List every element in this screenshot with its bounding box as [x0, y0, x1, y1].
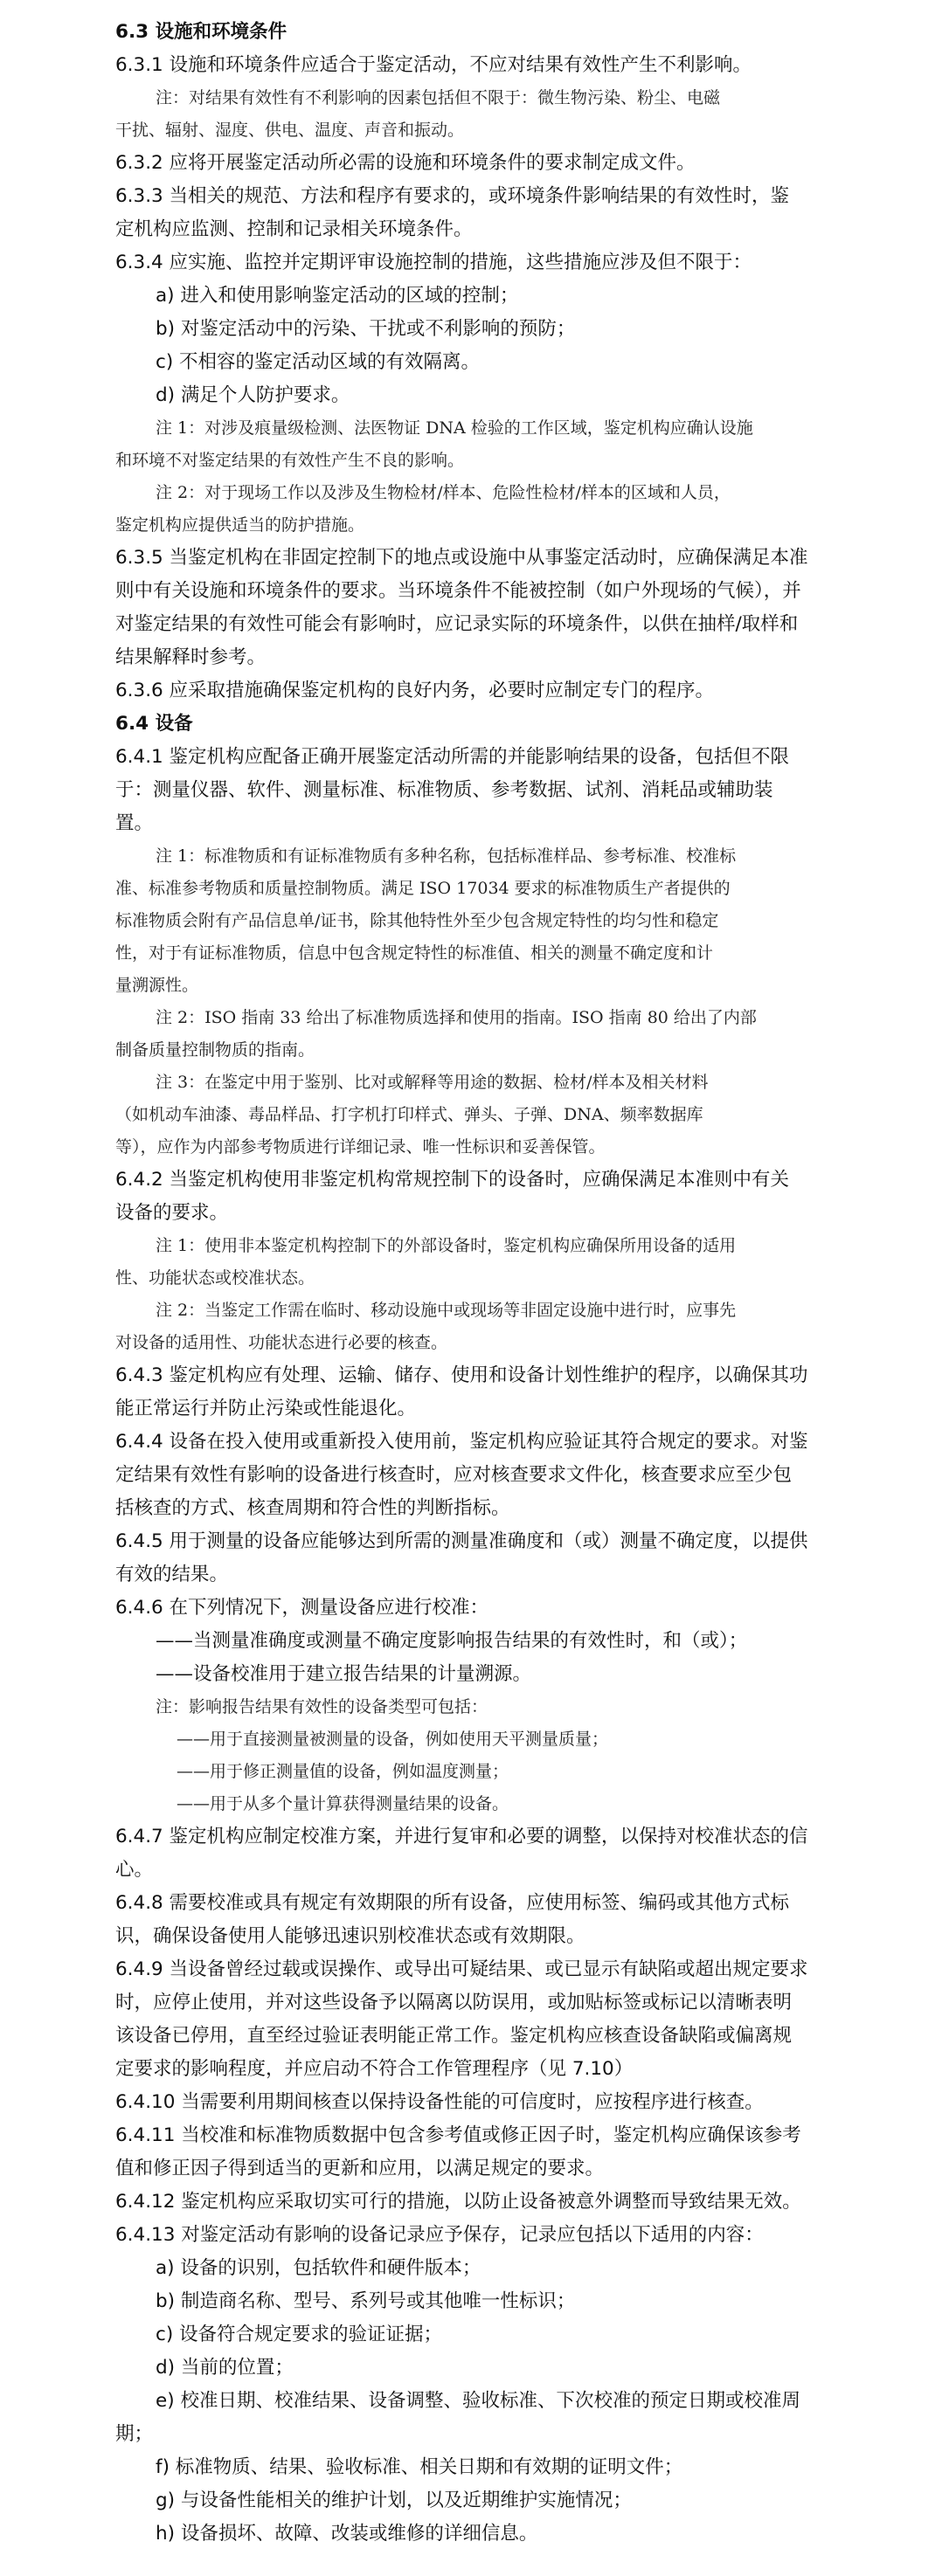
text-line: 则中有关设施和环境条件的要求。当环境条件不能被控制（如户外现场的气候），并	[115, 580, 801, 602]
text-line: 6.4.7 鉴定机构应制定校准方案，并进行复审和必要的调整，以保持对校准状态的信	[115, 1826, 808, 1847]
text-line: 6.4.11 当校准和标准物质数据中包含参考值或修正因子时，鉴定机构应确保该参考	[115, 2124, 801, 2146]
text-line: 6.4.3 鉴定机构应有处理、运输、储存、使用和设备计划性维护的程序，以确保其功	[115, 1364, 808, 1386]
note-line: 注 1：对涉及痕量级检测、法医物证 DNA 检验的工作区域，鉴定机构应确认设施	[156, 418, 753, 438]
text-line: 6.3.1 设施和环境条件应适合于鉴定活动，不应对结果有效性产生不利影响。	[115, 54, 752, 76]
text-line: 识，确保设备使用人能够迅速识别校准状态或有效期限。	[115, 1925, 585, 1947]
note-line: 量溯源性。	[115, 976, 199, 995]
text-line: 6.4.10 当需要利用期间核查以保持设备性能的可信度时，应按程序进行核查。	[115, 2091, 764, 2113]
list-item: h) 设备损坏、故障、改装或维修的详细信息。	[156, 2523, 538, 2545]
list-item: g) 与设备性能相关的维护计划，以及近期维护实施情况；	[156, 2490, 632, 2511]
note-line: 准、标准参考物质和质量控制物质。满足 ISO 17034 要求的标准物质生产者提供的	[115, 879, 731, 898]
note-line: 性、功能状态或校准状态。	[115, 1268, 315, 1288]
note-line: 注 2：ISO 指南 33 给出了标准物质选择和使用的指南。ISO 指南 80 给出了内部	[156, 1008, 757, 1027]
text-line: 6.4.13 对鉴定活动有影响的设备记录应予保存，记录应包括以下适用的内容：	[115, 2224, 764, 2246]
note-line: 对设备的适用性、功能状态进行必要的核查。	[115, 1333, 448, 1352]
text-line: ——设备校准用于建立报告结果的计量溯源。	[156, 1663, 532, 1685]
text-line: 6.3.3 当相关的规范、方法和程序有要求的，或环境条件影响结果的有效性时，鉴	[115, 185, 790, 207]
text-line: 6.4.4 设备在投入使用或重新投入使用前，鉴定机构应验证其符合规定的要求。对鉴	[115, 1431, 808, 1453]
note-line: 和环境不对鉴定结果的有效性产生不良的影响。	[115, 451, 465, 470]
note-line: 注 1：使用非本鉴定机构控制下的外部设备时，鉴定机构应确保所用设备的适用	[156, 1236, 737, 1255]
section-heading: 6.3 设施和环境条件	[115, 21, 287, 43]
note-line: 制备质量控制物质的指南。	[115, 1040, 315, 1060]
text-line: 6.4.12 鉴定机构应采取切实可行的措施，以防止设备被意外调整而导致结果无效。	[115, 2191, 801, 2213]
text-line: 值和修正因子得到适当的更新和应用，以满足规定的要求。	[115, 2158, 605, 2179]
list-item: d) 满足个人防护要求。	[156, 384, 350, 406]
text-line: 有效的结果。	[115, 1564, 229, 1585]
text-line: 该设备已停用，直至经过验证表明能正常工作。鉴定机构应核查设备缺陷或偏离规	[115, 2025, 793, 2047]
text-line: 置。	[115, 812, 154, 834]
text-line: 6.3.5 当鉴定机构在非固定控制下的地点或设施中从事鉴定活动时，应确保满足本准	[115, 547, 808, 569]
note-line: 注 2：当鉴定工作需在临时、移动设施中或现场等非固定设施中进行时，应事先	[156, 1301, 737, 1320]
text-line: 6.4.6 在下列情况下，测量设备应进行校准：	[115, 1597, 489, 1619]
text-line: 6.4.2 当鉴定机构使用非鉴定机构常规控制下的设备时，应确保满足本准则中有关	[115, 1169, 790, 1191]
list-item: a) 进入和使用影响鉴定活动的区域的控制；	[156, 285, 519, 307]
text-line: 括核查的方式、核查周期和符合性的判断指标。	[115, 1497, 510, 1519]
note-line: 注 2：对于现场工作以及涉及生物检材/样本、危险性检材/样本的区域和人员，	[156, 483, 731, 502]
section-heading: 6.4 设备	[115, 713, 193, 735]
list-item: c) 设备符合规定要求的验证证据；	[156, 2324, 443, 2345]
text-line: 6.4.1 鉴定机构应配备正确开展鉴定活动所需的并能影响结果的设备，包括但不限	[115, 746, 790, 768]
text-line: 定结果有效性有影响的设备进行核查时，应对核查要求文件化，核查要求应至少包	[115, 1464, 793, 1486]
note-line: 鉴定机构应提供适当的防护措施。	[115, 515, 365, 535]
text-line: 设备的要求。	[115, 1202, 229, 1224]
list-item: d) 当前的位置；	[156, 2357, 294, 2379]
text-line: 6.4.9 当设备曾经过载或误操作、或导出可疑结果、或已显示有缺陷或超出规定要求	[115, 1958, 808, 1980]
note-line: ——用于修正测量值的设备，例如温度测量；	[177, 1762, 509, 1781]
note-line: ——用于从多个量计算获得测量结果的设备。	[177, 1794, 509, 1813]
note-line: 等），应作为内部参考物质进行详细记录、唯一性标识和妥善保管。	[115, 1137, 606, 1157]
list-item: b) 制造商名称、型号、系列号或其他唯一性标识；	[156, 2290, 576, 2312]
text-line: 于：测量仪器、软件、测量标准、标准物质、参考数据、试剂、消耗品或辅助装	[115, 779, 773, 801]
text-line: 心。	[115, 1859, 154, 1881]
note-line: 注：影响报告结果有效性的设备类型可包括：	[156, 1697, 488, 1716]
list-item: f) 标准物质、结果、验收标准、相关日期和有效期的证明文件；	[156, 2456, 683, 2478]
list-item: a) 设备的识别，包括软件和硬件版本；	[156, 2257, 481, 2279]
text-line: 结果解释时参考。	[115, 646, 267, 668]
text-line: 期；	[115, 2423, 154, 2445]
text-line: 时，应停止使用，并对这些设备予以隔离以防误用，或加贴标签或标记以清晰表明	[115, 1992, 793, 2013]
note-line: 注：对结果有效性有不利影响的因素包括但不限于：微生物污染、粉尘、电磁	[156, 88, 721, 107]
list-item: b) 对鉴定活动中的污染、干扰或不利影响的预防；	[156, 318, 576, 340]
text-line: 6.4.5 用于测量的设备应能够达到所需的测量准确度和（或）测量不确定度，以提供	[115, 1530, 808, 1552]
text-line: 6.4.8 需要校准或具有规定有效期限的所有设备，应使用标签、编码或其他方式标	[115, 1892, 790, 1914]
note-line: 标准物质会附有产品信息单/证书，除其他特性外至少包含规定特性的均匀性和稳定	[115, 911, 719, 930]
list-item: e) 校准日期、校准结果、设备调整、验收标准、下次校准的预定日期或校准周	[156, 2390, 800, 2412]
note-line: 性，对于有证标准物质，信息中包含规定特性的标准值、相关的测量不确定度和计	[115, 943, 714, 963]
text-line: 能正常运行并防止污染或性能退化。	[115, 1398, 417, 1419]
note-line: 注 1：标准物质和有证标准物质有多种名称，包括标准样品、参考标准、校准标	[156, 846, 737, 866]
note-line: 干扰、辐射、湿度、供电、温度、声音和振动。	[115, 121, 465, 140]
text-line: 6.3.6 应采取措施确保鉴定机构的良好内务，必要时应制定专门的程序。	[115, 680, 715, 701]
text-line: ——当测量准确度或测量不确定度影响报告结果的有效性时，和（或）；	[156, 1630, 748, 1652]
note-line: ——用于直接测量被测量的设备，例如使用天平测量质量；	[177, 1730, 609, 1749]
text-line: 定机构应监测、控制和记录相关环境条件。	[115, 218, 473, 240]
text-line: 对鉴定结果的有效性可能会有影响时，应记录实际的环境条件，以供在抽样/取样和	[115, 613, 799, 635]
note-line: （如机动车油漆、毒品样品、打字机打印样式、弹头、子弹、DNA、频率数据库	[115, 1105, 703, 1124]
text-line: 6.3.4 应实施、监控并定期评审设施控制的措施，这些措施应涉及但不限于：	[115, 252, 752, 273]
list-item: c) 不相容的鉴定活动区域的有效隔离。	[156, 351, 481, 373]
note-line: 注 3：在鉴定中用于鉴别、比对或解释等用途的数据、检材/样本及相关材料	[156, 1073, 709, 1092]
text-line: 定要求的影响程度，并应启动不符合工作管理程序（见 7.10）	[115, 2058, 634, 2080]
text-line: 6.3.2 应将开展鉴定活动所必需的设施和环境条件的要求制定成文件。	[115, 152, 696, 174]
